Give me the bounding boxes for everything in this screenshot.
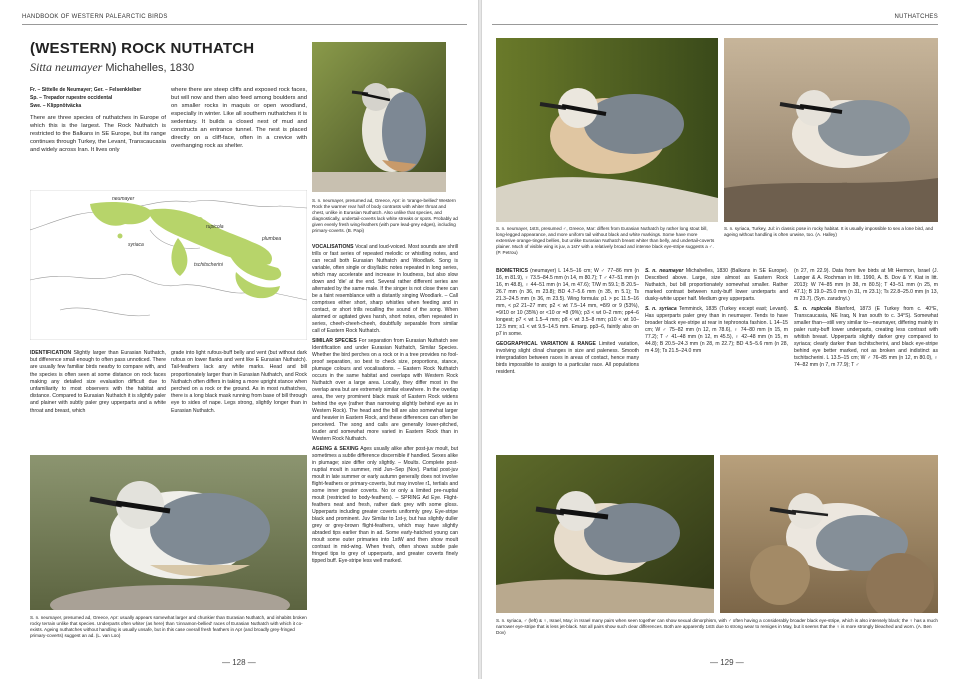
intro-col-1: There are three species of nuthatches in Europe of which this is the largest. The Rock Nuthatch is restricted to the Balkans in SE Europe, but its range continues through Turkey, the Levant, Transcaucasia and widely across Iran. It lives only [30,115,166,153]
nuthatch-photo-icon [312,42,446,192]
caption-top-right-b: S. n. syriaca, Turkey, Jul: in classic pose in rocky habitat. It is usually impossible to sex a lone bird, and ageing without handling is often unwise, too. (A. Halley) [724,226,934,237]
photo-syriaca-female [720,455,938,613]
photo-neumayer-bottom [30,455,307,610]
geo-variation-heading: GEOGRAPHICAL VARIATION & RANGE [496,341,596,347]
intro-col-2: where there are steep cliffs and exposed rock faces, but will now and then also feed among boulders and on smaller rocks in maquis or open woodland, especially in winter. Like all southern nuthatches it is sedentary. It builds a closed nest of mud and constructs an entrance tunnel. The nest is placed directly on a cliff-face, often in a crevice with overhanging rock as shelter. [171,87,307,149]
map-label-tschitscherini: tschitscherini [194,262,223,268]
race-syriaca-cont: (n 27, m 22.9). Data from live birds at Mt Hermon, Israel (J. Langer & A. Rochman in litt. 1990, A. B. Dov & Y. Kiat in litt. 2013): W 74–85 mm (n 38, m 80.5); T 43–51 mm (n 25, m 47.1); B 19.0–25.0 mm (n 31, m 23.1); Ts 22.8–25.0 mm (n 13, m 23.7). (Syn. zarudnyi.) [794,268,938,302]
identification-col-2: grade into light rufous-buff belly and vent (but without dark rufous on lower flanks and vent like E Eurasian Nuthatch). Tail-feathers lack any white marks. Head and bill proportionately larger than in Eurasian Nuthatch, and Rock Nuthatch often differs in taking a more upright stance when perched on a rock or the ground. As in most nuthatches, there is a long black mask running from base of bill through eye to sides of nape. Legs strong, slightly longer than in Eurasian Nuthatch. [171,350,307,414]
nuthatch-photo-icon [496,38,718,222]
ageing-para [312,446,458,565]
similar-species-heading: SIMILAR SPECIES [312,338,357,344]
page-title: (WESTERN) ROCK NUTHATCH [30,40,255,57]
range-map [30,190,307,340]
left-page [0,0,478,679]
scientific-binomial: Sitta neumayer [30,60,103,74]
ageing-heading: AGEING & SEXING [312,446,359,452]
nuthatch-photo-icon [496,455,714,613]
geo-variation-para [496,341,639,376]
running-head-left: HANDBOOK OF WESTERN PALEARCTIC BIRDS [22,14,168,20]
race-neumayer-text: Michahelles, 1830 (Balkans in SE Europe). Described above. Large, size almost as Eastern Rock Nuthatch, but bill proportionately somewhat smaller. Rather marked contrast between rusty-buff lower underparts and dusky-white upper half. Medium grey upperparts. [645,268,788,302]
ageing-text: Ages usually alike after post-juv moult, but sometimes a subtle difference discernible if handled. Sexes alike in plumage; size differ only slightly. – Moults. Complete post-nuptial moult in summer, mid Jun–Sep (Nov). Partial post-juv moult in late summer or early autumn generally does not involve flight-feathers or primary-coverts, but may involve r1, tertials and some inner greater coverts. No or only a limited pre-nuptial moult (restricted to body-feathers). – SPRING Ad Eye. Flight-feathers neat and fresh, rather dark grey with some gloss. Upperparts including greater coverts uniformly grey. Eye-stripe black and prominent. Juv Similar to 1st-y, but has slightly duller grey or grey-brown flight-feathers, which may have slightly abraded tips earlier than in ad. Some early-hatched young can moult some outer primaries into 1stW and then show moult contrast in mid-wing. When fresh, often shows subtle pale fringed tips to grey of upperparts, and greater coverts finely tipped buff. Eye-stripe less well marked. [312,446,458,564]
nuthatch-photo-icon [720,455,938,613]
page-number-left: — 128 — [222,658,256,667]
nuthatch-photo-icon [724,38,938,222]
name-row: Fr. – Sittelle de Neumayer; Ger. – Felsenkleiber [30,87,142,93]
vocalisations-heading: VOCALISATIONS [312,244,354,250]
caption-bottom-right: S. n. syriaca, ♂ (left) & ♀, Israel, May: in Israel many pairs when seen together can show sexual dimorphism, with ♂ often having a considerably broader black eye-stripe, which is also intensely black; the ♀ has a much narrower eye-stripe that is less jet-black. Not all pairs show such clear differences. Both are apparently 1stS due to strong wear to remiges in May, but it seems that the ♀ is more strongly bleached and worn. (A. Ben Dov) [496,618,938,635]
map-label-neumayer: neumayer [112,196,135,202]
map-label-rupicola: rupicola [206,224,224,230]
running-head-right: NUTHATCHES [894,14,938,20]
race-syriaca-name: S. n. syriaca [645,306,677,312]
biometrics-para [496,268,639,338]
race-syriaca-text: Temminck, 1835 (Turkey except east; Levant). Has upperparts paler grey than in neumayer. Tends to have broader black eye-stripe at rear in tephronota fashion. L 14–15 cm; W ♂ 75–82 mm (n 12, m 78.6), ♀ 74–80 mm (n 15, m 77.2); T ♂ 41–48 mm (n 12, m 45.5), ♀ 42–48 mm (n 15, m 44.8); B 20.5–24.3 mm (n 28, m 22.7); BD 4.5–5.6 mm (n 28, m 4.9); Ts 21.5–24.0 mm [645,306,788,354]
photo-neumayer-1stS [496,38,718,222]
vocalisations-para [312,244,458,335]
photo-neumayer-top [312,42,446,192]
vernacular-names [30,86,170,110]
race-neumayer-para [645,268,788,303]
similar-species-text: For separation from Eurasian Nuthatch see Identification and under Eurasian Nuthatch, Similar Species. Whether the bird perches on a rock or in a tree provides no fool-proof separation, so best to check size, proportions, stance, plumage colours and vocalisations. – Eastern Rock Nuthatch occurs in the same habitat and overlaps with Western Rock Nuthatch over a large area. Locally, they differ most in the overlap area but are extremely similar elsewhere. In the overlap area, the very prominent black mask of Eastern Rock widens behind the eye (rather than narrowing slightly behind eye as in Western Rock). The head and the bill are also somewhat larger and heavier in Eastern Rock, and these differences can often be perceived. The song and calls are generally lower-pitched, louder and somewhat more varied in Eastern Rock than in Western Rock Nuthatch. [312,338,458,442]
right-page [482,0,960,679]
race-rupicola-para [794,306,938,369]
page-number-right: — 129 — [710,658,744,667]
name-row: Sp. – Trepador rupestre occidental [30,95,113,101]
geo-variation-text: Limited variation, involving slight clinal changes in size and paleness. Smooth intergradation between races in areas of contact, hence many birds impossible to assign to a particular race. All populations resident. [496,341,639,375]
caption-top-right-a: S. n. neumayer, 1stS, presumed ♂, Greece, Mar: differs from Eurasian Nuthatch by rather long stout bill, long-legged appearance, and more uniform tail without black and white markings. Some have more extensive orange-tinged bellies, but unlike Eurasian Nuthatch breast whiter than belly, and undertail-coverts plainer. Much of visible wing is juv, a 1stY with a relatively broad and intense black eye-stripe suggests a ♂. (P. Petrou) [496,226,715,255]
right-col-2 [645,268,788,448]
caption-bottom-left: S. n. neumayer, presumed ad, Greece, Apr: usually appears somewhat larger and chunkier than Eurasian Nuthatch, and inhabits broken rocky terrain unlike that species. Underparts often whiter (as here) than 'cinnamon-bellied' races of Eurasian Nuthatch with which it co-exists. Ageing nuthatches without handling is usually unsafe, but in this case overall fresh feathers in Apr (and broadly grey-fringed primary-coverts) suggest an ad. (L. van Loo) [30,615,307,638]
race-neumayer-name: S. n. neumayer [645,268,684,274]
left-page-col-3 [312,244,458,648]
race-syriaca-para [645,306,788,355]
right-col-1 [496,268,639,448]
running-rule-right [492,24,938,25]
map-label-syriaca: syriaca [128,242,144,248]
photo-syriaca-turkey [724,38,938,222]
right-col-3 [794,268,938,448]
nuthatch-photo-icon [30,455,307,610]
identification-col-1 [30,350,166,450]
vocalisations-text: Vocal and loud-voiced. Most sounds are shrill trills or fast series of repeated melodic or whistling notes, and can recall both Eurasian Nuthatch and Woodlark. Song is variable, often single or disyllabic notes repeated in long series, which may accelerate and increase in loudness, but also slow down and 'die' at the end. Several rather different series are alternated by the same male. If the singer is not close there can be a faint resemblance with a distantly singing Woodlark. – Call comprises either short, sharp whistles when feeding and in contact, or short trills recalling the sound of the song. When alarmed or agitated gives harsh, short notes, often repeated in series, cheeh-cheeh-cheeh, doubtfully separable from similar call of Eastern Rock Nuthatch. [312,244,458,334]
race-rupicola-text: Blanford, 1873 (E Turkey from c. 40°E, Transcaucasia, NE Iraq, N Iran south to c. 34°S). Somewhat smaller than—still very similar to—neumayer, differing mainly in paler rusty-buff lower underparts, creating less contrast with whitish breast. Upperparts slightly darker grey compared to syriaca; clearly darker than tschitscherini, and black eye-stripe behind eye better marked, not as broken and indistinct as tschitscherini. L 13.5–15 cm; W ♂ 76–85 mm (n 12, m 80.0), ♀ 74–82 mm (n 7, m 77.9); T ♂ [794,306,938,368]
similar-species-para [312,338,458,443]
caption-top-left: S. n. neumayer, presumed ad, Greece, Apr: in 'orange-bellied' Western Rock the warmer rear half of body contrasts with whiter throat and chest, unlike in Eurasian Nuthatch. Also unlike that species, and diagnostically, undertail-coverts lack white streaks or spots. Probably ad given evenly fresh wing-feathers (with pure lead-grey edges), including primary-coverts. (B. Papi) [312,198,458,233]
map-label-plumbea: plumbea [262,236,282,242]
name-row: Swe. – Klippnötväcka [30,103,82,109]
biometrics-text: (neumayer) L 14.5–16 cm; W ♂ 77–86 mm (n 16, m 81.9), ♀ 73.5–84.5 mm (n 14, m 80.7); T ♂ 47–51 mm (n 16, m 48.8), ♀ 44–51 mm (n 14, m 47.6); T/W m 59.1; B 20.5–26.7 mm (n 36, m 23.8); BD 4.7–5.6 mm (n 35, m 5.1); Ts 21.3–24.5 mm (n 36, m 23.5). Wing formula: p1 > pc 11.5–16 mm, < p2 21–27 mm; p2 < wt 7.5–14 mm, =8/9 or 9 (53%), =9/10 or 10 (35%) or <10 or =8 (9%); p3 < wt 0–2 mm; pp4–6 longest; p7 < wt 1.5–4 mm; p8 < wt 3.5–8 mm; p10 < wt 10–12.5 mm; s1 < wt 9.5–14.5 mm. Emarg. pp3–6, faintly also on p7 in some. [496,268,639,337]
identification-heading: IDENTIFICATION [30,350,72,356]
identification-text: Slightly larger than Eurasian Nuthatch, but difference small enough to often pass unnoticed. There are usually few familiar birds nearby to compare with, and the species is often seen at some distance on rock faces making any detailed size evaluation difficult due to unfamiliarity to most observers with the habitat and distance. Compared to Eurasian Nuthatch it is slightly paler and plainer with subtly paler grey upperparts and a white throat and breast, which [30,350,166,414]
running-rule-left [22,24,467,25]
photo-syriaca-male [496,455,714,613]
authority: Michahelles, 1830 [105,62,195,74]
range-map-svg [30,190,307,340]
scientific-name [30,60,194,75]
race-rupicola-name: S. n. rupicola [794,306,832,312]
biometrics-heading: BIOMETRICS [496,268,528,274]
